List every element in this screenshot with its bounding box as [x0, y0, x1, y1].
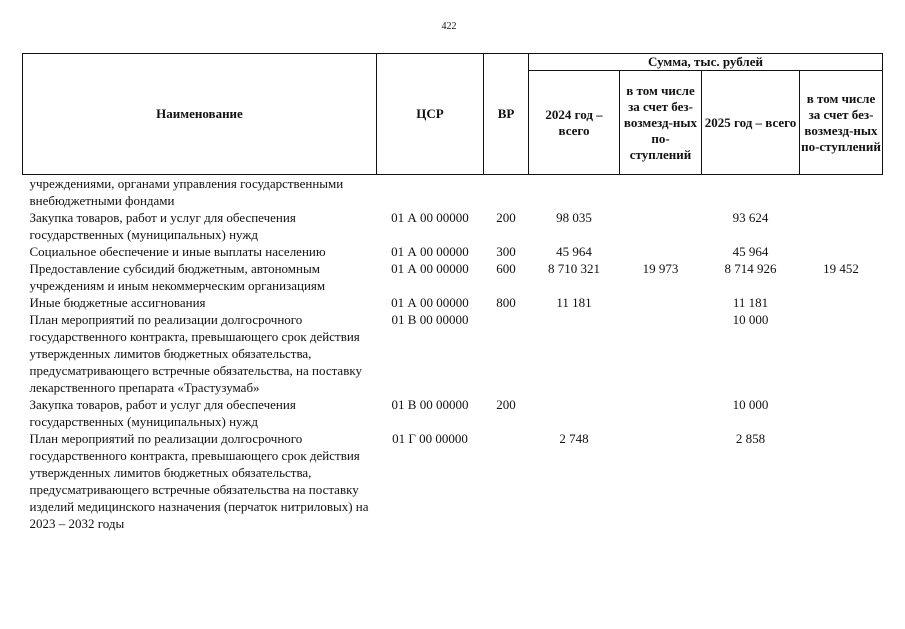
row-name: Предоставление субсидий бюджетным, автономным учреждениям и иным некоммерческим организациям — [29, 261, 326, 293]
row-2025-total — [702, 175, 800, 210]
table-row — [23, 294, 883, 311]
table-row — [23, 430, 883, 532]
row-vr: 600 — [496, 261, 516, 276]
row-vr: 200 — [496, 210, 516, 225]
row-csr: 01 А 00 00000 — [391, 261, 469, 276]
row-2024-total — [529, 311, 620, 396]
table-row — [23, 175, 883, 210]
row-2024-total: 2 748 — [559, 431, 589, 446]
table-row — [23, 260, 883, 294]
header-sum-group: Сумма, тыс. рублей — [529, 54, 883, 71]
budget-table — [22, 53, 883, 532]
row-vr — [484, 311, 529, 396]
row-name: Закупка товаров, работ и услуг для обеспечения государственных (муниципальных) нужд — [29, 210, 296, 242]
row-2024-free: 19 973 — [642, 261, 679, 276]
row-2024-free — [620, 311, 702, 396]
row-2025-total: 45 964 — [732, 244, 769, 259]
header-vr: ВР — [484, 54, 529, 175]
row-csr: 01 В 00 00000 — [391, 312, 469, 327]
row-csr: 01 Г 00 00000 — [392, 431, 468, 446]
budget-table-container — [22, 53, 882, 532]
row-2025-free — [800, 294, 883, 311]
row-2025-free: 19 452 — [823, 261, 859, 276]
row-2024-total: 98 035 — [556, 210, 592, 225]
header-name: Наименование — [23, 54, 377, 175]
row-2025-total: 10 000 — [732, 397, 769, 412]
table-row — [23, 209, 883, 243]
row-name: План мероприятий по реализации долгосрочного государственного контракта, превышающего срок действия утвержденных лимитов бюджетных обязательства, предусматривающего встречные обязательства, на поставку лекарственного препарата «Трастузумаб» — [29, 312, 362, 395]
row-2025-total: 10 000 — [732, 312, 769, 327]
row-2025-free — [800, 175, 883, 210]
row-vr: 800 — [496, 295, 516, 310]
row-name: План мероприятий по реализации долгосрочного государственного контракта, превышающего срок действия утвержденных лимитов бюджетных обязательства, предусматривающего встречные обязательства на поставку изделий медицинского назначения (перчаток нитриловых) на 2023 – 2032 годы — [29, 431, 369, 531]
table-body — [23, 175, 883, 533]
row-2024-total: 11 181 — [556, 295, 592, 310]
table-row — [23, 396, 883, 430]
header-csr: ЦСР — [377, 54, 484, 175]
row-vr: 200 — [496, 397, 516, 412]
row-2024-free — [620, 294, 702, 311]
row-vr: 300 — [496, 244, 516, 259]
row-vr — [484, 175, 529, 210]
row-2024-total: 8 710 321 — [548, 261, 600, 276]
table-header — [23, 54, 883, 175]
row-2024-free — [620, 175, 702, 210]
row-csr: 01 А 00 00000 — [391, 210, 469, 225]
row-2025-free — [800, 430, 883, 532]
row-2024-free — [620, 396, 702, 430]
row-2024-free — [620, 430, 702, 532]
page-number: 422 — [441, 21, 457, 32]
row-2025-total: 2 858 — [735, 431, 766, 446]
row-2024-free — [620, 209, 702, 243]
row-name: Социальное обеспечение и иные выплаты населению — [29, 244, 326, 259]
header-2025-total: 2025 год – всего — [702, 71, 800, 175]
header-2024-total: 2024 год – всего — [529, 71, 620, 175]
row-2025-total: 93 624 — [732, 210, 769, 225]
row-2025-total: 11 181 — [732, 295, 769, 310]
row-csr: 01 А 00 00000 — [391, 244, 469, 259]
row-2024-free — [620, 243, 702, 260]
header-2024-free: в том числе за счет без-возмезд-ных по-ступлений — [620, 71, 702, 175]
table-row — [23, 311, 883, 396]
row-csr: 01 А 00 00000 — [391, 295, 469, 310]
row-2025-total: 8 714 926 — [724, 261, 777, 276]
row-2025-free — [800, 311, 883, 396]
row-name: учреждениями, органами управления государственными внебюджетными фондами — [29, 176, 344, 208]
row-2024-total — [529, 175, 620, 210]
row-vr — [484, 430, 529, 532]
row-2025-free — [800, 209, 883, 243]
table-row — [23, 243, 883, 260]
row-2025-free — [800, 396, 883, 430]
row-2024-total — [529, 396, 620, 430]
row-csr — [377, 175, 484, 210]
row-2025-free — [800, 243, 883, 260]
header-2025-free: в том числе за счет без-возмезд-ных по-ступлений — [800, 71, 883, 175]
row-2024-total: 45 964 — [556, 244, 592, 259]
row-name: Закупка товаров, работ и услуг для обеспечения государственных (муниципальных) нужд — [29, 397, 296, 429]
row-name: Иные бюджетные ассигнования — [29, 295, 206, 310]
row-csr: 01 В 00 00000 — [391, 397, 469, 412]
